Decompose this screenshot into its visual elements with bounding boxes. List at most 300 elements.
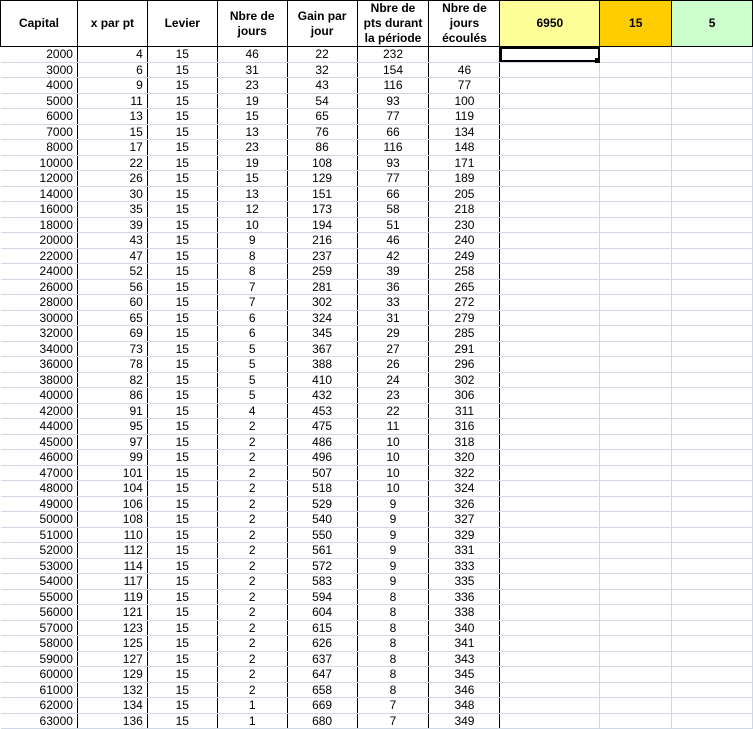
empty-cell[interactable]	[600, 62, 672, 78]
empty-cell[interactable]	[672, 636, 753, 652]
gain-par-jour-cell[interactable]: 281	[287, 279, 357, 295]
empty-cell[interactable]	[500, 78, 600, 94]
empty-cell[interactable]	[672, 434, 753, 450]
nbre-de-jours-cell[interactable]: 2	[217, 558, 287, 574]
nbre-de-pts-cell[interactable]: 8	[357, 620, 429, 636]
empty-cell[interactable]	[500, 496, 600, 512]
x-par-pt-cell[interactable]: 17	[77, 140, 147, 156]
empty-cell[interactable]	[600, 605, 672, 621]
empty-cell[interactable]	[672, 403, 753, 419]
capital-cell[interactable]: 3000	[1, 62, 78, 78]
nbre-de-pts-cell[interactable]: 24	[357, 372, 429, 388]
nbre-de-pts-cell[interactable]: 93	[357, 155, 429, 171]
levier-cell[interactable]: 15	[147, 93, 217, 109]
jours-ecoules-cell[interactable]: 279	[429, 310, 500, 326]
gain-par-jour-cell[interactable]: 388	[287, 357, 357, 373]
x-par-pt-cell[interactable]: 6	[77, 62, 147, 78]
levier-cell[interactable]: 15	[147, 620, 217, 636]
jours-ecoules-cell[interactable]: 322	[429, 465, 500, 481]
nbre-de-pts-cell[interactable]: 33	[357, 295, 429, 311]
gain-par-jour-cell[interactable]: 324	[287, 310, 357, 326]
x-par-pt-cell[interactable]: 114	[77, 558, 147, 574]
gain-par-jour-cell[interactable]: 583	[287, 574, 357, 590]
levier-cell[interactable]: 15	[147, 310, 217, 326]
capital-cell[interactable]: 56000	[1, 605, 78, 621]
capital-cell[interactable]: 46000	[1, 450, 78, 466]
empty-cell[interactable]	[672, 357, 753, 373]
empty-cell[interactable]	[500, 217, 600, 233]
empty-cell[interactable]	[600, 310, 672, 326]
x-par-pt-cell[interactable]: 121	[77, 605, 147, 621]
levier-cell[interactable]: 15	[147, 233, 217, 249]
x-par-pt-cell[interactable]: 110	[77, 527, 147, 543]
x-par-pt-cell[interactable]: 56	[77, 279, 147, 295]
jours-ecoules-cell[interactable]: 345	[429, 667, 500, 683]
capital-cell[interactable]: 47000	[1, 465, 78, 481]
empty-cell[interactable]	[672, 558, 753, 574]
empty-cell[interactable]	[672, 372, 753, 388]
x-par-pt-cell[interactable]: 73	[77, 341, 147, 357]
levier-cell[interactable]: 15	[147, 217, 217, 233]
x-par-pt-cell[interactable]: 125	[77, 636, 147, 652]
jours-ecoules-cell[interactable]: 329	[429, 527, 500, 543]
empty-cell[interactable]	[672, 651, 753, 667]
x-par-pt-cell[interactable]: 134	[77, 698, 147, 714]
capital-cell[interactable]: 58000	[1, 636, 78, 652]
empty-cell[interactable]	[600, 527, 672, 543]
capital-cell[interactable]: 20000	[1, 233, 78, 249]
levier-cell[interactable]: 15	[147, 140, 217, 156]
nbre-de-jours-cell[interactable]: 5	[217, 357, 287, 373]
empty-cell[interactable]	[500, 310, 600, 326]
jours-ecoules-cell[interactable]: 324	[429, 481, 500, 497]
nbre-de-pts-cell[interactable]: 58	[357, 202, 429, 218]
capital-cell[interactable]: 63000	[1, 713, 78, 729]
nbre-de-pts-cell[interactable]: 26	[357, 357, 429, 373]
empty-cell[interactable]	[600, 279, 672, 295]
header-nbre-de-pts[interactable]: Nbre de pts durant la période	[357, 1, 429, 47]
capital-cell[interactable]: 62000	[1, 698, 78, 714]
nbre-de-jours-cell[interactable]: 7	[217, 279, 287, 295]
nbre-de-jours-cell[interactable]: 2	[217, 682, 287, 698]
nbre-de-jours-cell[interactable]: 19	[217, 93, 287, 109]
levier-cell[interactable]: 15	[147, 279, 217, 295]
jours-ecoules-cell[interactable]: 335	[429, 574, 500, 590]
empty-cell[interactable]	[500, 186, 600, 202]
header-nbre-jours-ecoules[interactable]: Nbre de jours écoulés	[429, 1, 500, 47]
empty-cell[interactable]	[600, 264, 672, 280]
nbre-de-jours-cell[interactable]: 1	[217, 713, 287, 729]
empty-cell[interactable]	[600, 698, 672, 714]
empty-cell[interactable]	[672, 202, 753, 218]
empty-cell[interactable]	[600, 403, 672, 419]
empty-cell[interactable]	[600, 543, 672, 559]
empty-cell[interactable]	[600, 155, 672, 171]
x-par-pt-cell[interactable]: 43	[77, 233, 147, 249]
empty-cell[interactable]	[672, 186, 753, 202]
capital-cell[interactable]: 26000	[1, 279, 78, 295]
empty-cell[interactable]	[500, 636, 600, 652]
jours-ecoules-cell[interactable]: 230	[429, 217, 500, 233]
empty-cell[interactable]	[500, 233, 600, 249]
empty-cell[interactable]	[500, 465, 600, 481]
empty-cell[interactable]	[500, 357, 600, 373]
gain-par-jour-cell[interactable]: 496	[287, 450, 357, 466]
x-par-pt-cell[interactable]: 13	[77, 109, 147, 125]
jours-ecoules-cell[interactable]: 171	[429, 155, 500, 171]
empty-cell[interactable]	[600, 651, 672, 667]
nbre-de-pts-cell[interactable]: 7	[357, 698, 429, 714]
empty-cell[interactable]	[672, 171, 753, 187]
empty-cell[interactable]	[600, 434, 672, 450]
nbre-de-jours-cell[interactable]: 2	[217, 589, 287, 605]
gain-par-jour-cell[interactable]: 345	[287, 326, 357, 342]
empty-cell[interactable]	[672, 496, 753, 512]
levier-cell[interactable]: 15	[147, 78, 217, 94]
empty-cell[interactable]	[672, 605, 753, 621]
levier-cell[interactable]: 15	[147, 47, 217, 63]
x-par-pt-cell[interactable]: 26	[77, 171, 147, 187]
nbre-de-pts-cell[interactable]: 46	[357, 233, 429, 249]
empty-cell[interactable]	[600, 713, 672, 729]
x-par-pt-cell[interactable]: 108	[77, 512, 147, 528]
capital-cell[interactable]: 18000	[1, 217, 78, 233]
empty-cell[interactable]	[600, 217, 672, 233]
empty-cell[interactable]	[500, 295, 600, 311]
empty-cell[interactable]	[600, 682, 672, 698]
jours-ecoules-cell[interactable]	[429, 47, 500, 63]
jours-ecoules-cell[interactable]: 148	[429, 140, 500, 156]
nbre-de-jours-cell[interactable]: 5	[217, 341, 287, 357]
empty-cell[interactable]	[500, 155, 600, 171]
nbre-de-pts-cell[interactable]: 10	[357, 450, 429, 466]
jours-ecoules-cell[interactable]: 326	[429, 496, 500, 512]
capital-cell[interactable]: 6000	[1, 109, 78, 125]
x-par-pt-cell[interactable]: 47	[77, 248, 147, 264]
levier-cell[interactable]: 15	[147, 543, 217, 559]
empty-cell[interactable]	[600, 589, 672, 605]
empty-cell[interactable]	[600, 140, 672, 156]
capital-cell[interactable]: 30000	[1, 310, 78, 326]
capital-cell[interactable]: 12000	[1, 171, 78, 187]
empty-cell[interactable]	[672, 698, 753, 714]
empty-cell[interactable]	[600, 171, 672, 187]
levier-cell[interactable]: 15	[147, 62, 217, 78]
empty-cell[interactable]	[600, 202, 672, 218]
nbre-de-pts-cell[interactable]: 77	[357, 171, 429, 187]
empty-cell[interactable]	[500, 512, 600, 528]
nbre-de-jours-cell[interactable]: 8	[217, 264, 287, 280]
gain-par-jour-cell[interactable]: 550	[287, 527, 357, 543]
empty-cell[interactable]	[500, 93, 600, 109]
gain-par-jour-cell[interactable]: 22	[287, 47, 357, 63]
x-par-pt-cell[interactable]: 60	[77, 295, 147, 311]
jours-ecoules-cell[interactable]: 272	[429, 295, 500, 311]
x-par-pt-cell[interactable]: 30	[77, 186, 147, 202]
empty-cell[interactable]	[500, 558, 600, 574]
capital-cell[interactable]: 57000	[1, 620, 78, 636]
capital-cell[interactable]: 53000	[1, 558, 78, 574]
empty-cell[interactable]	[672, 512, 753, 528]
empty-cell[interactable]	[500, 481, 600, 497]
levier-cell[interactable]: 15	[147, 264, 217, 280]
empty-cell[interactable]	[600, 109, 672, 125]
nbre-de-jours-cell[interactable]: 23	[217, 78, 287, 94]
empty-cell[interactable]	[600, 186, 672, 202]
levier-cell[interactable]: 15	[147, 512, 217, 528]
jours-ecoules-cell[interactable]: 336	[429, 589, 500, 605]
levier-cell[interactable]: 15	[147, 419, 217, 435]
levier-cell[interactable]: 15	[147, 682, 217, 698]
nbre-de-pts-cell[interactable]: 7	[357, 713, 429, 729]
empty-cell[interactable]	[500, 109, 600, 125]
empty-cell[interactable]	[600, 465, 672, 481]
jours-ecoules-cell[interactable]: 306	[429, 388, 500, 404]
empty-cell[interactable]	[500, 698, 600, 714]
jours-ecoules-cell[interactable]: 240	[429, 233, 500, 249]
nbre-de-jours-cell[interactable]: 2	[217, 574, 287, 590]
empty-cell[interactable]	[672, 310, 753, 326]
capital-cell[interactable]: 60000	[1, 667, 78, 683]
gain-par-jour-cell[interactable]: 216	[287, 233, 357, 249]
nbre-de-pts-cell[interactable]: 8	[357, 682, 429, 698]
nbre-de-pts-cell[interactable]: 27	[357, 341, 429, 357]
nbre-de-pts-cell[interactable]: 8	[357, 605, 429, 621]
nbre-de-pts-cell[interactable]: 31	[357, 310, 429, 326]
jours-ecoules-cell[interactable]: 340	[429, 620, 500, 636]
nbre-de-pts-cell[interactable]: 8	[357, 667, 429, 683]
empty-cell[interactable]	[672, 78, 753, 94]
capital-cell[interactable]: 59000	[1, 651, 78, 667]
capital-cell[interactable]: 4000	[1, 78, 78, 94]
levier-cell[interactable]: 15	[147, 651, 217, 667]
nbre-de-pts-cell[interactable]: 42	[357, 248, 429, 264]
nbre-de-jours-cell[interactable]: 2	[217, 605, 287, 621]
nbre-de-pts-cell[interactable]: 39	[357, 264, 429, 280]
levier-cell[interactable]: 15	[147, 341, 217, 357]
levier-cell[interactable]: 15	[147, 558, 217, 574]
empty-cell[interactable]	[500, 326, 600, 342]
capital-cell[interactable]: 22000	[1, 248, 78, 264]
empty-cell[interactable]	[672, 574, 753, 590]
empty-cell[interactable]	[672, 388, 753, 404]
empty-cell[interactable]	[672, 326, 753, 342]
empty-cell[interactable]	[672, 543, 753, 559]
empty-cell[interactable]	[672, 233, 753, 249]
nbre-de-pts-cell[interactable]: 116	[357, 140, 429, 156]
capital-cell[interactable]: 44000	[1, 419, 78, 435]
empty-cell[interactable]	[600, 233, 672, 249]
capital-cell[interactable]: 52000	[1, 543, 78, 559]
gain-par-jour-cell[interactable]: 259	[287, 264, 357, 280]
nbre-de-pts-cell[interactable]: 10	[357, 481, 429, 497]
x-par-pt-cell[interactable]: 86	[77, 388, 147, 404]
jours-ecoules-cell[interactable]: 291	[429, 341, 500, 357]
empty-cell[interactable]	[672, 47, 753, 63]
empty-cell[interactable]	[500, 62, 600, 78]
capital-cell[interactable]: 7000	[1, 124, 78, 140]
levier-cell[interactable]: 15	[147, 403, 217, 419]
nbre-de-jours-cell[interactable]: 2	[217, 651, 287, 667]
capital-cell[interactable]: 50000	[1, 512, 78, 528]
gain-par-jour-cell[interactable]: 561	[287, 543, 357, 559]
nbre-de-pts-cell[interactable]: 9	[357, 543, 429, 559]
levier-cell[interactable]: 15	[147, 636, 217, 652]
nbre-de-jours-cell[interactable]: 2	[217, 620, 287, 636]
empty-cell[interactable]	[500, 543, 600, 559]
gain-par-jour-cell[interactable]: 129	[287, 171, 357, 187]
empty-cell[interactable]	[500, 279, 600, 295]
gain-par-jour-cell[interactable]: 302	[287, 295, 357, 311]
jours-ecoules-cell[interactable]: 349	[429, 713, 500, 729]
levier-cell[interactable]: 15	[147, 589, 217, 605]
selected-cell[interactable]	[500, 47, 600, 63]
gain-par-jour-cell[interactable]: 486	[287, 434, 357, 450]
empty-cell[interactable]	[500, 202, 600, 218]
capital-cell[interactable]: 51000	[1, 527, 78, 543]
empty-cell[interactable]	[672, 450, 753, 466]
empty-cell[interactable]	[672, 713, 753, 729]
empty-cell[interactable]	[500, 341, 600, 357]
empty-cell[interactable]	[672, 264, 753, 280]
empty-cell[interactable]	[672, 248, 753, 264]
empty-cell[interactable]	[600, 620, 672, 636]
gain-par-jour-cell[interactable]: 572	[287, 558, 357, 574]
nbre-de-jours-cell[interactable]: 1	[217, 698, 287, 714]
gain-par-jour-cell[interactable]: 65	[287, 109, 357, 125]
nbre-de-pts-cell[interactable]: 29	[357, 326, 429, 342]
capital-cell[interactable]: 38000	[1, 372, 78, 388]
levier-cell[interactable]: 15	[147, 357, 217, 373]
jours-ecoules-cell[interactable]: 189	[429, 171, 500, 187]
empty-cell[interactable]	[672, 124, 753, 140]
empty-cell[interactable]	[600, 667, 672, 683]
nbre-de-jours-cell[interactable]: 4	[217, 403, 287, 419]
levier-cell[interactable]: 15	[147, 372, 217, 388]
x-par-pt-cell[interactable]: 82	[77, 372, 147, 388]
x-par-pt-cell[interactable]: 136	[77, 713, 147, 729]
nbre-de-pts-cell[interactable]: 9	[357, 527, 429, 543]
x-par-pt-cell[interactable]: 91	[77, 403, 147, 419]
gain-par-jour-cell[interactable]: 86	[287, 140, 357, 156]
x-par-pt-cell[interactable]: 95	[77, 419, 147, 435]
gain-par-jour-cell[interactable]: 32	[287, 62, 357, 78]
gain-par-jour-cell[interactable]: 237	[287, 248, 357, 264]
x-par-pt-cell[interactable]: 104	[77, 481, 147, 497]
x-par-pt-cell[interactable]: 129	[77, 667, 147, 683]
levier-cell[interactable]: 15	[147, 295, 217, 311]
gain-par-jour-cell[interactable]: 43	[287, 78, 357, 94]
capital-cell[interactable]: 8000	[1, 140, 78, 156]
jours-ecoules-cell[interactable]: 327	[429, 512, 500, 528]
nbre-de-jours-cell[interactable]: 15	[217, 171, 287, 187]
empty-cell[interactable]	[600, 47, 672, 63]
gain-par-jour-cell[interactable]: 475	[287, 419, 357, 435]
jours-ecoules-cell[interactable]: 249	[429, 248, 500, 264]
empty-cell[interactable]	[500, 124, 600, 140]
x-par-pt-cell[interactable]: 127	[77, 651, 147, 667]
empty-cell[interactable]	[500, 620, 600, 636]
capital-cell[interactable]: 40000	[1, 388, 78, 404]
empty-cell[interactable]	[672, 682, 753, 698]
empty-cell[interactable]	[600, 295, 672, 311]
empty-cell[interactable]	[500, 682, 600, 698]
param-cell-capital[interactable]: 6950	[500, 1, 600, 47]
nbre-de-jours-cell[interactable]: 19	[217, 155, 287, 171]
nbre-de-pts-cell[interactable]: 66	[357, 124, 429, 140]
jours-ecoules-cell[interactable]: 119	[429, 109, 500, 125]
empty-cell[interactable]	[600, 78, 672, 94]
empty-cell[interactable]	[600, 326, 672, 342]
capital-cell[interactable]: 2000	[1, 47, 78, 63]
nbre-de-jours-cell[interactable]: 13	[217, 124, 287, 140]
nbre-de-pts-cell[interactable]: 10	[357, 434, 429, 450]
empty-cell[interactable]	[672, 295, 753, 311]
nbre-de-jours-cell[interactable]: 9	[217, 233, 287, 249]
x-par-pt-cell[interactable]: 117	[77, 574, 147, 590]
capital-cell[interactable]: 49000	[1, 496, 78, 512]
empty-cell[interactable]	[600, 248, 672, 264]
nbre-de-jours-cell[interactable]: 31	[217, 62, 287, 78]
gain-par-jour-cell[interactable]: 594	[287, 589, 357, 605]
capital-cell[interactable]: 48000	[1, 481, 78, 497]
empty-cell[interactable]	[600, 357, 672, 373]
param-cell-levier[interactable]: 15	[600, 1, 672, 47]
gain-par-jour-cell[interactable]: 658	[287, 682, 357, 698]
gain-par-jour-cell[interactable]: 507	[287, 465, 357, 481]
gain-par-jour-cell[interactable]: 432	[287, 388, 357, 404]
empty-cell[interactable]	[600, 372, 672, 388]
nbre-de-pts-cell[interactable]: 116	[357, 78, 429, 94]
capital-cell[interactable]: 16000	[1, 202, 78, 218]
jours-ecoules-cell[interactable]: 343	[429, 651, 500, 667]
empty-cell[interactable]	[500, 589, 600, 605]
capital-cell[interactable]: 34000	[1, 341, 78, 357]
gain-par-jour-cell[interactable]: 647	[287, 667, 357, 683]
nbre-de-pts-cell[interactable]: 51	[357, 217, 429, 233]
capital-cell[interactable]: 5000	[1, 93, 78, 109]
jours-ecoules-cell[interactable]: 302	[429, 372, 500, 388]
levier-cell[interactable]: 15	[147, 605, 217, 621]
capital-cell[interactable]: 10000	[1, 155, 78, 171]
nbre-de-jours-cell[interactable]: 2	[217, 450, 287, 466]
levier-cell[interactable]: 15	[147, 713, 217, 729]
empty-cell[interactable]	[672, 109, 753, 125]
empty-cell[interactable]	[672, 62, 753, 78]
empty-cell[interactable]	[500, 171, 600, 187]
empty-cell[interactable]	[672, 465, 753, 481]
x-par-pt-cell[interactable]: 119	[77, 589, 147, 605]
levier-cell[interactable]: 15	[147, 248, 217, 264]
gain-par-jour-cell[interactable]: 453	[287, 403, 357, 419]
nbre-de-pts-cell[interactable]: 8	[357, 651, 429, 667]
levier-cell[interactable]: 15	[147, 496, 217, 512]
levier-cell[interactable]: 15	[147, 326, 217, 342]
capital-cell[interactable]: 61000	[1, 682, 78, 698]
levier-cell[interactable]: 15	[147, 527, 217, 543]
nbre-de-pts-cell[interactable]: 9	[357, 512, 429, 528]
nbre-de-jours-cell[interactable]: 2	[217, 419, 287, 435]
nbre-de-jours-cell[interactable]: 2	[217, 527, 287, 543]
nbre-de-pts-cell[interactable]: 36	[357, 279, 429, 295]
jours-ecoules-cell[interactable]: 205	[429, 186, 500, 202]
empty-cell[interactable]	[600, 481, 672, 497]
nbre-de-jours-cell[interactable]: 5	[217, 372, 287, 388]
gain-par-jour-cell[interactable]: 410	[287, 372, 357, 388]
x-par-pt-cell[interactable]: 123	[77, 620, 147, 636]
empty-cell[interactable]	[500, 403, 600, 419]
nbre-de-pts-cell[interactable]: 93	[357, 93, 429, 109]
